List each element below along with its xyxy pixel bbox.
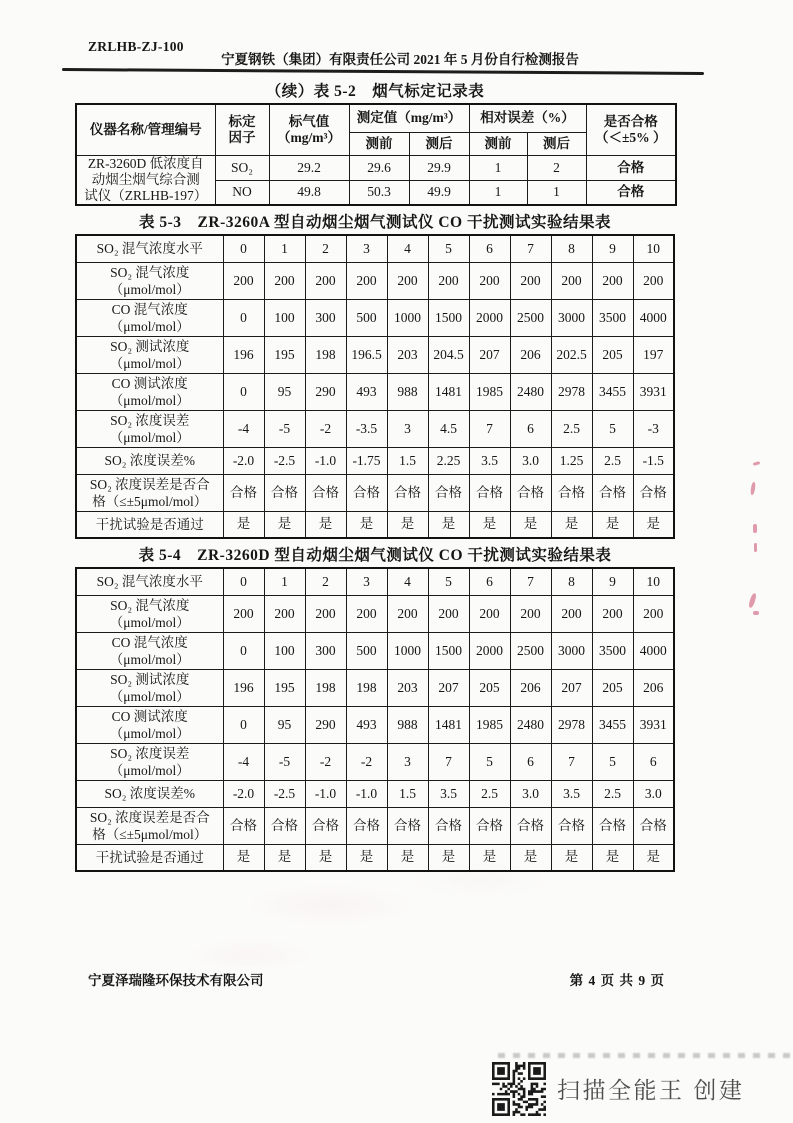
red-ink-bleed-mark xyxy=(750,482,756,495)
data-cell: -1.0 xyxy=(305,780,346,807)
data-cell: 202.5 xyxy=(551,336,592,373)
data-cell: 200 xyxy=(346,595,387,632)
row-label: SO₂ 浓度误差% xyxy=(76,447,223,474)
col-header-pass xyxy=(586,104,676,155)
data-cell: 是 xyxy=(633,844,674,871)
data-cell: 207 xyxy=(428,669,469,706)
scan-artifact-streak xyxy=(498,1053,793,1058)
footer-company: 宁夏泽瑞隆环保技术有限公司 xyxy=(88,973,264,988)
data-cell: -4 xyxy=(223,743,264,780)
data-cell: 0 xyxy=(223,235,264,262)
data-cell: 4 xyxy=(387,568,428,595)
data-cell: 是 xyxy=(592,844,633,871)
data-cell: 4000 xyxy=(633,299,674,336)
data-cell: 5 xyxy=(592,743,633,780)
data-cell: 2480 xyxy=(510,373,551,410)
table-row xyxy=(76,155,676,180)
data-cell: 3500 xyxy=(592,632,633,669)
data-cell: -1.75 xyxy=(346,447,387,474)
col-header-standard-gas-line1: 标气值 xyxy=(288,113,330,129)
data-cell: 1.25 xyxy=(551,447,592,474)
data-cell: 合格 xyxy=(592,807,633,844)
data-cell: 1 xyxy=(264,568,305,595)
result-cell: 合格 xyxy=(586,180,676,205)
data-cell: 3 xyxy=(346,235,387,262)
row-label: CO 测试浓度 （μmol/mol） xyxy=(76,373,223,410)
data-cell: 1000 xyxy=(387,632,428,669)
data-cell: 0 xyxy=(223,373,264,410)
data-cell: 是 xyxy=(510,511,551,538)
data-cell: 200 xyxy=(469,595,510,632)
header-title: 宁夏钢铁（集团）有限责任公司 2021 年 5 月份自行检测报告 xyxy=(221,52,579,67)
data-cell: 2000 xyxy=(469,632,510,669)
data-cell: 988 xyxy=(387,706,428,743)
table-row xyxy=(76,373,674,410)
data-cell: 3 xyxy=(346,568,387,595)
data-cell: 合格 xyxy=(264,474,305,511)
instrument-name-line3: 试仪（ZRLHB-197） xyxy=(84,187,208,203)
data-cell: 200 xyxy=(551,595,592,632)
data-cell: 196 xyxy=(223,669,264,706)
data-cell: 200 xyxy=(305,262,346,299)
table-row xyxy=(76,706,674,743)
data-cell: 合格 xyxy=(510,807,551,844)
data-cell: 8 xyxy=(551,568,592,595)
table-row xyxy=(76,807,674,844)
table53-title: 表 5-3 ZR-3260A 型自动烟尘烟气测试仪 CO 干扰测试实验结果表 xyxy=(139,214,611,231)
data-cell: 49.9 xyxy=(409,180,469,205)
table-row xyxy=(76,568,674,595)
data-cell: 合格 xyxy=(223,474,264,511)
data-cell: 300 xyxy=(305,632,346,669)
data-cell: 9 xyxy=(592,235,633,262)
red-ink-bleed-mark xyxy=(748,593,757,609)
data-cell: 合格 xyxy=(264,807,305,844)
data-cell: 205 xyxy=(469,669,510,706)
data-cell: 2.5 xyxy=(592,780,633,807)
red-ink-bleed-mark xyxy=(754,543,757,552)
data-cell: 3455 xyxy=(592,706,633,743)
table-row xyxy=(76,262,674,299)
data-cell: 是 xyxy=(387,844,428,871)
row-label: 干扰试验是否通过 xyxy=(76,844,223,871)
data-cell: 4 xyxy=(387,235,428,262)
data-cell: 3455 xyxy=(592,373,633,410)
col-header-factor-line1: 标定 xyxy=(228,113,256,129)
data-cell: 6 xyxy=(510,410,551,447)
data-cell: 2.5 xyxy=(469,780,510,807)
data-cell: -1.0 xyxy=(346,780,387,807)
data-cell: -5 xyxy=(264,410,305,447)
data-cell: 6 xyxy=(469,235,510,262)
table52-title: （续）表 5-2 烟气标定记录表 xyxy=(265,83,485,100)
co-interference-table-zr3260d xyxy=(75,567,675,872)
data-cell: 3.0 xyxy=(510,447,551,474)
data-cell: 是 xyxy=(469,511,510,538)
report-body xyxy=(75,79,675,872)
data-cell: 200 xyxy=(510,262,551,299)
data-cell: 是 xyxy=(305,844,346,871)
data-cell: 10 xyxy=(633,568,674,595)
row-label: SO₂ 混气浓度 （μmol/mol） xyxy=(76,595,223,632)
data-cell: 290 xyxy=(305,706,346,743)
data-cell: 1 xyxy=(469,180,527,205)
subheader-error-pre: 测前 xyxy=(469,132,527,155)
data-cell: 合格 xyxy=(223,807,264,844)
col-header-standard-gas xyxy=(269,104,349,155)
data-cell: 200 xyxy=(592,262,633,299)
data-cell: 4000 xyxy=(633,632,674,669)
data-cell: 1500 xyxy=(428,299,469,336)
data-cell: 198 xyxy=(305,669,346,706)
data-cell: 2.5 xyxy=(592,447,633,474)
data-cell: 0 xyxy=(223,299,264,336)
data-cell: 是 xyxy=(428,844,469,871)
instrument-name-line2: 动烟尘烟气综合测 xyxy=(91,171,200,187)
data-cell: 200 xyxy=(387,262,428,299)
data-cell: 204.5 xyxy=(428,336,469,373)
col-header-factor xyxy=(215,104,269,155)
data-cell: -2 xyxy=(346,743,387,780)
data-cell: 合格 xyxy=(510,474,551,511)
data-cell: 203 xyxy=(387,336,428,373)
data-cell: 2.5 xyxy=(551,410,592,447)
red-ink-bleed-mark xyxy=(753,611,759,615)
data-cell: 是 xyxy=(223,511,264,538)
data-cell: 合格 xyxy=(428,474,469,511)
data-cell: 206 xyxy=(510,336,551,373)
data-cell: 203 xyxy=(387,669,428,706)
data-cell: 205 xyxy=(592,669,633,706)
data-cell: 29.6 xyxy=(349,155,409,180)
data-cell: 3000 xyxy=(551,299,592,336)
data-cell: 3931 xyxy=(633,706,674,743)
instrument-name-line1: ZR-3260D 低浓度自 xyxy=(87,155,204,171)
data-cell: 7 xyxy=(551,743,592,780)
data-cell: 200 xyxy=(305,595,346,632)
data-cell: 1500 xyxy=(428,632,469,669)
data-cell: 493 xyxy=(346,706,387,743)
data-cell: 95 xyxy=(264,373,305,410)
row-label: SO₂ 浓度误差 （μmol/mol） xyxy=(76,743,223,780)
row-label: SO₂ 混气浓度 （μmol/mol） xyxy=(76,262,223,299)
header-divider xyxy=(62,68,704,75)
data-cell: 3000 xyxy=(551,632,592,669)
data-cell: 200 xyxy=(223,595,264,632)
instrument-name-cell xyxy=(76,155,215,205)
data-cell: 500 xyxy=(346,632,387,669)
data-cell: 7 xyxy=(428,743,469,780)
data-cell: 是 xyxy=(346,844,387,871)
data-cell: 1481 xyxy=(428,373,469,410)
table-row xyxy=(76,844,674,871)
data-cell: 合格 xyxy=(428,807,469,844)
data-cell: -1.5 xyxy=(633,447,674,474)
data-cell: 200 xyxy=(510,595,551,632)
data-cell: -2.0 xyxy=(223,780,264,807)
data-cell: 200 xyxy=(428,595,469,632)
col-header-pass-line2: （＜±5% ） xyxy=(594,129,667,145)
data-cell: 195 xyxy=(264,336,305,373)
data-cell: 1000 xyxy=(387,299,428,336)
table-row xyxy=(76,632,674,669)
data-cell: 100 xyxy=(264,632,305,669)
table-row xyxy=(76,474,674,511)
subheader-measured-post: 测后 xyxy=(409,132,469,155)
data-cell: 1.5 xyxy=(387,447,428,474)
data-cell: 95 xyxy=(264,706,305,743)
data-cell: -3.5 xyxy=(346,410,387,447)
data-cell: 5 xyxy=(428,235,469,262)
data-cell: 3 xyxy=(387,410,428,447)
data-cell: 0 xyxy=(223,568,264,595)
data-cell: 合格 xyxy=(387,474,428,511)
table-row xyxy=(76,780,674,807)
data-cell: 206 xyxy=(633,669,674,706)
data-cell: 196.5 xyxy=(346,336,387,373)
data-cell: -2.0 xyxy=(223,447,264,474)
row-label: CO 混气浓度 （μmol/mol） xyxy=(76,632,223,669)
data-cell: -2.5 xyxy=(264,780,305,807)
data-cell: 是 xyxy=(469,844,510,871)
data-cell: 200 xyxy=(264,595,305,632)
data-cell: 6 xyxy=(469,568,510,595)
data-cell: 是 xyxy=(264,844,305,871)
data-cell: 198 xyxy=(346,669,387,706)
data-cell: 2 xyxy=(527,155,586,180)
subheader-error-post: 测后 xyxy=(527,132,586,155)
doc-code: ZRLHB-ZJ-100 xyxy=(88,39,184,54)
data-cell: 是 xyxy=(264,511,305,538)
data-cell: 1985 xyxy=(469,373,510,410)
data-cell: SO₂ xyxy=(215,155,269,180)
data-cell: -4 xyxy=(223,410,264,447)
data-cell: 200 xyxy=(633,595,674,632)
data-cell: 合格 xyxy=(387,807,428,844)
data-cell: 200 xyxy=(592,595,633,632)
footer-page-number: 第 4 页 共 9 页 xyxy=(569,973,665,988)
data-cell: -3 xyxy=(633,410,674,447)
data-cell: -2 xyxy=(305,743,346,780)
table-row xyxy=(76,336,674,373)
data-cell: 200 xyxy=(469,262,510,299)
data-cell: 2480 xyxy=(510,706,551,743)
data-cell: 200 xyxy=(633,262,674,299)
table-row xyxy=(76,447,674,474)
data-cell: 197 xyxy=(633,336,674,373)
table-header-row xyxy=(76,104,676,132)
row-label: SO₂ 混气浓度水平 xyxy=(76,568,223,595)
row-label: SO₂ 浓度误差是否合 格（≤±5μmol/mol） xyxy=(76,807,223,844)
data-cell: 205 xyxy=(592,336,633,373)
data-cell: 是 xyxy=(387,511,428,538)
data-cell: 是 xyxy=(305,511,346,538)
data-cell: 290 xyxy=(305,373,346,410)
data-cell: 49.8 xyxy=(269,180,349,205)
data-cell: 合格 xyxy=(551,474,592,511)
data-cell: 3.5 xyxy=(551,780,592,807)
data-cell: 合格 xyxy=(346,474,387,511)
flue-gas-calibration-table xyxy=(75,103,677,206)
row-label: SO₂ 测试浓度 （μmol/mol） xyxy=(76,336,223,373)
data-cell: 200 xyxy=(387,595,428,632)
data-cell: 10 xyxy=(633,235,674,262)
table-row xyxy=(76,595,674,632)
data-cell: 是 xyxy=(551,844,592,871)
data-cell: 是 xyxy=(510,844,551,871)
data-cell: 1.5 xyxy=(387,780,428,807)
data-cell: 1985 xyxy=(469,706,510,743)
data-cell: 200 xyxy=(428,262,469,299)
row-label: CO 混气浓度 （μmol/mol） xyxy=(76,299,223,336)
data-cell: 9 xyxy=(592,568,633,595)
data-cell: 合格 xyxy=(469,807,510,844)
data-cell: 195 xyxy=(264,669,305,706)
data-cell: 198 xyxy=(305,336,346,373)
row-label: SO₂ 混气浓度水平 xyxy=(76,235,223,262)
data-cell: 200 xyxy=(346,262,387,299)
data-cell: 是 xyxy=(633,511,674,538)
data-cell: 2 xyxy=(305,568,346,595)
table-row xyxy=(76,410,674,447)
col-header-pass-line1: 是否合格 xyxy=(603,113,658,129)
data-cell: 7 xyxy=(469,410,510,447)
data-cell: 3.5 xyxy=(428,780,469,807)
data-cell: 29.2 xyxy=(269,155,349,180)
table-row xyxy=(76,299,674,336)
table-row xyxy=(76,743,674,780)
data-cell: 493 xyxy=(346,373,387,410)
data-cell: 是 xyxy=(223,844,264,871)
data-cell: 0 xyxy=(223,632,264,669)
data-cell: 合格 xyxy=(592,474,633,511)
data-cell: 3 xyxy=(387,743,428,780)
red-ink-bleed-mark xyxy=(753,524,757,533)
col-header-relative-error: 相对误差（%） xyxy=(469,104,586,132)
data-cell: 207 xyxy=(469,336,510,373)
data-cell: 200 xyxy=(223,262,264,299)
row-label: SO₂ 浓度误差 （μmol/mol） xyxy=(76,410,223,447)
data-cell: 29.9 xyxy=(409,155,469,180)
row-label: SO₂ 测试浓度 （μmol/mol） xyxy=(76,669,223,706)
col-header-measured: 测定值（mg/m³） xyxy=(349,104,469,132)
data-cell: 5 xyxy=(592,410,633,447)
data-cell: 是 xyxy=(428,511,469,538)
data-cell: 8 xyxy=(551,235,592,262)
data-cell: -1.0 xyxy=(305,447,346,474)
row-label: 干扰试验是否通过 xyxy=(76,511,223,538)
table-row xyxy=(76,235,674,262)
data-cell: NO xyxy=(215,180,269,205)
data-cell: 3.0 xyxy=(633,780,674,807)
data-cell: 206 xyxy=(510,669,551,706)
data-cell: 合格 xyxy=(305,474,346,511)
data-cell: 300 xyxy=(305,299,346,336)
data-cell: 5 xyxy=(428,568,469,595)
co-interference-table-zr3260a xyxy=(75,234,675,539)
data-cell: 3500 xyxy=(592,299,633,336)
data-cell: 1481 xyxy=(428,706,469,743)
data-cell: 2000 xyxy=(469,299,510,336)
qr-code-icon xyxy=(492,1062,546,1116)
data-cell: 7 xyxy=(510,235,551,262)
data-cell: 合格 xyxy=(633,807,674,844)
data-cell: 是 xyxy=(346,511,387,538)
data-cell: 2978 xyxy=(551,706,592,743)
data-cell: 2.25 xyxy=(428,447,469,474)
data-cell: 200 xyxy=(264,262,305,299)
row-label: SO₂ 浓度误差是否合 格（≤±5μmol/mol） xyxy=(76,474,223,511)
result-cell: 合格 xyxy=(586,155,676,180)
data-cell: 合格 xyxy=(469,474,510,511)
data-cell: -2 xyxy=(305,410,346,447)
table54-title: 表 5-4 ZR-3260D 型自动烟尘烟气测试仪 CO 干扰测试实验结果表 xyxy=(138,547,612,564)
col-header-standard-gas-line2: （mg/m³） xyxy=(276,129,342,145)
row-label: CO 测试浓度 （μmol/mol） xyxy=(76,706,223,743)
data-cell: 6 xyxy=(510,743,551,780)
data-cell: 合格 xyxy=(346,807,387,844)
data-cell: -2.5 xyxy=(264,447,305,474)
data-cell: 0 xyxy=(223,706,264,743)
data-cell: 5 xyxy=(469,743,510,780)
data-cell: 是 xyxy=(551,511,592,538)
data-cell: 196 xyxy=(223,336,264,373)
data-cell: 1 xyxy=(469,155,527,180)
col-header-instrument: 仪器名称/管理编号 xyxy=(76,104,215,155)
red-ink-bleed-mark xyxy=(753,461,761,466)
data-cell: 7 xyxy=(510,568,551,595)
data-cell: 100 xyxy=(264,299,305,336)
data-cell: 合格 xyxy=(305,807,346,844)
data-cell: 合格 xyxy=(633,474,674,511)
row-label: SO₂ 浓度误差% xyxy=(76,780,223,807)
table-row xyxy=(76,511,674,538)
data-cell: 2500 xyxy=(510,299,551,336)
data-cell: -5 xyxy=(264,743,305,780)
camscanner-watermark: 扫描全能王 创建 xyxy=(557,1077,745,1103)
data-cell: 200 xyxy=(551,262,592,299)
data-cell: 3.0 xyxy=(510,780,551,807)
data-cell: 3931 xyxy=(633,373,674,410)
data-cell: 1 xyxy=(527,180,586,205)
data-cell: 500 xyxy=(346,299,387,336)
data-cell: 是 xyxy=(592,511,633,538)
data-cell: 2500 xyxy=(510,632,551,669)
col-header-factor-line2: 因子 xyxy=(228,129,256,145)
data-cell: 50.3 xyxy=(349,180,409,205)
data-cell: 207 xyxy=(551,669,592,706)
data-cell: 合格 xyxy=(551,807,592,844)
subheader-measured-pre: 测前 xyxy=(349,132,409,155)
data-cell: 4.5 xyxy=(428,410,469,447)
data-cell: 3.5 xyxy=(469,447,510,474)
data-cell: 988 xyxy=(387,373,428,410)
data-cell: 2 xyxy=(305,235,346,262)
data-cell: 2978 xyxy=(551,373,592,410)
data-cell: 6 xyxy=(633,743,674,780)
table-row xyxy=(76,669,674,706)
data-cell: 1 xyxy=(264,235,305,262)
